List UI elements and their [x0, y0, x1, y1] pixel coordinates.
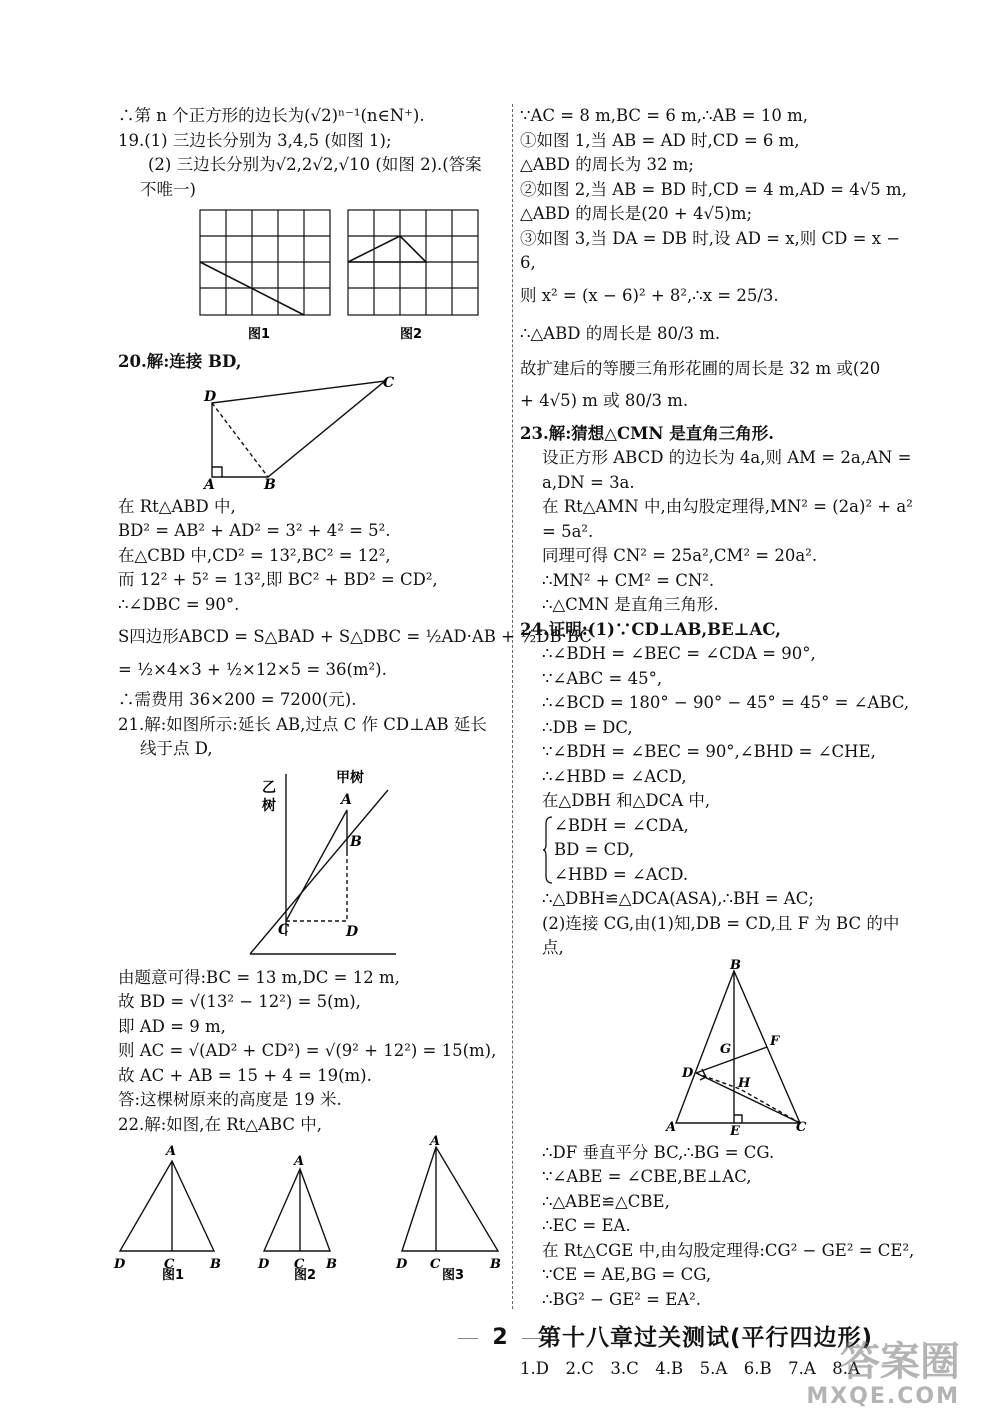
solution-heading: 20.解:连接 BD,	[118, 352, 242, 371]
figure-22-triangles	[114, 1134, 503, 1283]
vertex-label: D	[396, 1257, 408, 1272]
watermark-url: MXQE.COM	[806, 1384, 960, 1409]
text-line: ∴△CMN 是直角三角形.	[542, 595, 719, 614]
text-line: = 5a².	[542, 521, 594, 541]
text-line: 则 AC = √(AD² + CD²) = √(9² + 12²) = 15(m),	[118, 1041, 497, 1060]
text-line: S四边形ABCD = S△BAD + S△DBC = ½AD·AB + ½DB·BC	[118, 627, 592, 646]
vertex-label: F	[770, 1033, 780, 1049]
text-line	[520, 422, 915, 447]
vertex-label: B	[264, 476, 276, 493]
vertex-label: B	[210, 1257, 221, 1272]
text-line	[118, 350, 503, 375]
text-line: ∴∠DBC = 90°.	[118, 594, 240, 614]
page-number: 2	[492, 1325, 508, 1350]
figure-20-quadrilateral	[118, 374, 503, 493]
figure-21-trees	[118, 766, 503, 962]
watermark-logo: 答案圈	[840, 1339, 960, 1385]
text-line: 由题意可得:BC = 13 m,DC = 12 m,	[118, 967, 400, 987]
text-line: 故 AC + AB = 15 + 4 = 19(m).	[118, 1065, 372, 1085]
vertex-label: H	[738, 1075, 751, 1091]
text-line: 答:这棵树原来的高度是 19 米.	[118, 1090, 342, 1109]
figure-caption: 图1	[162, 1268, 185, 1283]
figure-caption: 图3	[442, 1268, 465, 1283]
right-column	[520, 104, 915, 1381]
vertex-label: A	[430, 1134, 441, 1149]
text-line: ∠HBD = ∠ACD.	[554, 864, 689, 884]
vertex-label: A	[204, 476, 215, 493]
text-line: 同理可得 CN² = 25a²,CM² = 20a².	[542, 546, 818, 565]
figure-24-triangle	[520, 957, 915, 1139]
text-line: + 4√5) m 或 80/3 m.	[520, 391, 689, 410]
text-line: ∴DF 垂直平分 BC,∴BG = CG.	[542, 1142, 775, 1162]
vertex-label: B	[326, 1257, 337, 1272]
text-line: ∵∠ABE = ∠CBE,BE⊥AC,	[542, 1167, 752, 1186]
text-line: 即 AD = 9 m,	[118, 1016, 226, 1036]
text-line: BD = CD,	[554, 840, 635, 859]
text-line: 不唯一)	[140, 179, 196, 199]
text-line: ∴∠HBD = ∠ACD,	[542, 766, 687, 786]
text-line: 22.解:如图,在 Rt△ABC 中,	[118, 1114, 322, 1134]
tree-label: 甲树	[336, 769, 364, 786]
solution-heading: 23.解:猜想△CMN 是直角三角形.	[520, 423, 774, 443]
text-line: ∴△ABE≌△CBE,	[542, 1191, 670, 1211]
text-line: (2)连接 CG,由(1)知,DB = CD,且 F 为 BC 的中	[542, 913, 900, 933]
figure-19-grids	[118, 206, 503, 346]
text-line: ∴MN² + CM² = CN².	[542, 570, 715, 590]
dash-right	[522, 1338, 542, 1339]
text-line: 线于点 D,	[140, 739, 213, 758]
text-line: 故 BD = √(13² − 12²) = 5(m),	[118, 992, 361, 1011]
text-line: ∵CE = AE,BG = CG,	[542, 1265, 712, 1284]
text-line: 6,	[520, 253, 536, 272]
text-line: ∵∠BDH = ∠BEC = 90°,∠BHD = ∠CHE,	[542, 742, 876, 761]
vertex-label: D	[114, 1257, 126, 1272]
vertex-label: C	[164, 1257, 175, 1272]
vertex-label: D	[258, 1257, 270, 1272]
text-line: ∴DB = DC,	[542, 717, 633, 737]
text-line: 在△CBD 中,CD² = 13²,BC² = 12²,	[118, 545, 391, 565]
text-line: ∴需费用 36×200 = 7200(元).	[118, 690, 357, 709]
tree-label: 树	[262, 797, 276, 814]
vertex-label: G	[720, 1041, 732, 1057]
vertex-label: C	[430, 1257, 441, 1272]
text-line: ∴第 n 个正方形的边长为(√2)ⁿ⁻¹(n∈N⁺).	[118, 106, 425, 125]
vertex-label: B	[490, 1257, 501, 1272]
vertex-label: B	[350, 833, 362, 850]
text-line: ∴EC = EA.	[542, 1216, 631, 1235]
vertex-label: B	[730, 957, 741, 973]
figure-caption: 图1	[248, 327, 271, 342]
solution-heading: 24.证明:(1)∵CD⊥AB,BE⊥AC,	[520, 619, 781, 639]
vertex-label: C	[796, 1119, 807, 1135]
text-line: ∴∠BDH = ∠BEC = ∠CDA = 90°,	[542, 644, 816, 663]
text-line: ∴△DBH≌△DCA(ASA),∴BH = AC;	[542, 889, 814, 908]
dash-left	[458, 1338, 478, 1339]
text-line: 故扩建后的等腰三角形花圃的周长是 32 m 或(20	[520, 358, 881, 378]
text-line: 在 Rt△CGE 中,由勾股定理得:CG² − GE² = CE²,	[542, 1240, 915, 1260]
text-line: = ½×4×3 + ½×12×5 = 36(m²).	[118, 659, 387, 679]
text-line: BD² = AB² + AD² = 3² + 4² = 5².	[118, 521, 391, 540]
text-line: 在 Rt△ABD 中,	[118, 496, 236, 516]
vertex-label: A	[294, 1154, 305, 1169]
text-line: ①如图 1,当 AB = AD 时,CD = 6 m,	[520, 130, 800, 150]
text-line: 则 x² = (x − 6)² + 8²,∴x = 25/3.	[520, 285, 779, 305]
text-line: ∴△ABD 的周长是 80/3 m.	[520, 324, 721, 343]
vertex-label: C	[278, 921, 290, 938]
brace-icon	[542, 816, 554, 884]
text-line: 21.解:如图所示:延长 AB,过点 C 作 CD⊥AB 延长	[118, 714, 487, 734]
vertex-label: A	[166, 1144, 177, 1159]
text-line: 19.(1) 三边长分别为 3,4,5 (如图 1);	[118, 130, 392, 150]
tree-label: 乙	[262, 779, 276, 796]
text-line: 在△DBH 和△DCA 中,	[542, 791, 711, 810]
brace-system	[520, 814, 915, 888]
text-line: ②如图 2,当 AB = BD 时,CD = 4 m,AD = 4√5 m,	[520, 179, 907, 199]
text-line: 点,	[542, 938, 564, 957]
text-line: ∠BDH = ∠CDA,	[554, 815, 689, 835]
vertex-label: A	[666, 1119, 677, 1135]
vertex-label: D	[204, 388, 217, 405]
answer-key: 1.D 2.C 3.C 4.B 5.A 6.B 7.A 8.A	[520, 1358, 860, 1378]
text-line: △ABD 的周长是(20 + 4√5)m;	[520, 204, 753, 223]
vertex-label: E	[730, 1123, 740, 1139]
text-line: ∴BG² − GE² = EA².	[542, 1289, 702, 1309]
figure-caption: 图2	[400, 327, 423, 342]
text-line: ③如图 3,当 DA = DB 时,设 AD = x,则 CD = x −	[520, 228, 901, 248]
watermark	[760, 1340, 960, 1420]
text-line: ∴∠BCD = 180° − 90° − 45° = 45° = ∠ABC,	[542, 693, 910, 712]
text-line: 设正方形 ABCD 的边长为 4a,则 AM = 2a,AN =	[542, 448, 912, 467]
text-line: 而 12² + 5² = 13²,即 BC² + BD² = CD²,	[118, 570, 438, 589]
text-line: 在 Rt△AMN 中,由勾股定理得,MN² = (2a)² + a²	[542, 497, 913, 516]
figure-caption: 图2	[294, 1268, 317, 1283]
vertex-label: C	[294, 1257, 305, 1272]
text-line: a,DN = 3a.	[542, 472, 635, 492]
text-line: △ABD 的周长为 32 m;	[520, 155, 694, 174]
vertex-label: D	[346, 923, 359, 940]
chapter-title: 第十八章过关测试(平行四边形)	[538, 1325, 874, 1351]
vertex-label: C	[383, 374, 395, 391]
column-divider	[512, 104, 513, 1309]
text-line: ∵AC = 8 m,BC = 6 m,∴AB = 10 m,	[520, 106, 808, 125]
text-line: (2) 三边长分别为√2,2√2,√10 (如图 2).(答案	[148, 155, 482, 174]
vertex-label: D	[682, 1065, 694, 1081]
text-line: ∵∠ABC = 45°,	[542, 668, 663, 688]
vertex-label: A	[341, 791, 352, 808]
text-line	[520, 618, 915, 643]
